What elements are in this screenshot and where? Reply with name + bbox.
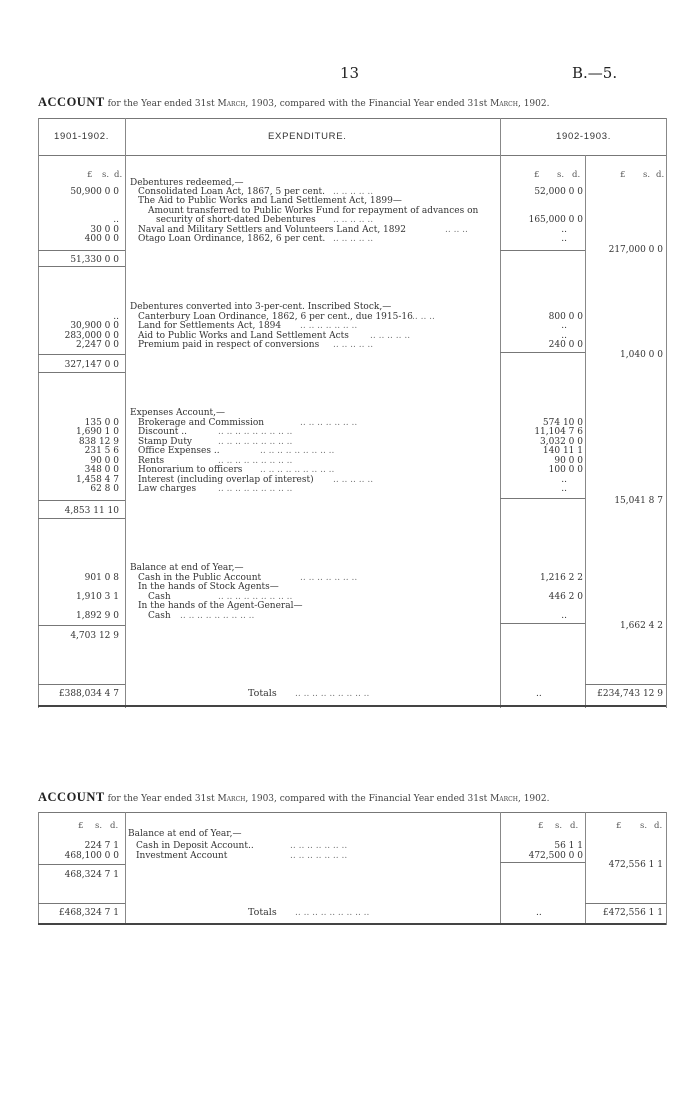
row-label: Discount .. <box>138 427 187 437</box>
curr-amount: 52,000 0 0 <box>534 187 583 197</box>
account-label: ACCOUNT <box>38 95 105 109</box>
leader-dots: .. .. .. .. .. .. .. .. .. <box>295 908 370 918</box>
prev-amount: .. <box>113 312 119 322</box>
row-label: Canterbury Loan Ordinance, 1862, 6 per cent., due 1915-16 <box>138 312 413 322</box>
leader-dots: .. .. .. .. .. .. .. .. .. <box>260 465 335 475</box>
row-label: Consolidated Loan Act, 1867, 5 per cent. <box>138 187 325 197</box>
prev-amount: 30,900 0 0 <box>70 321 119 331</box>
leader-dots: .. .. .. <box>445 225 468 235</box>
header-curr-year: 1902-1903. <box>556 131 612 142</box>
leader-dots: .. .. .. .. .. <box>333 340 374 350</box>
leader-dots: .. .. .. .. .. .. .. <box>300 418 358 428</box>
row-label: Investment Account <box>136 851 228 861</box>
row-label: Amount transferred to Public Works Fund for repayment of advances on <box>148 206 479 216</box>
prev-subtotal: 4,703 12 9 <box>70 631 119 641</box>
curr-amount: .. <box>561 321 567 331</box>
prev-amount: 1,690 1 0 <box>76 427 119 437</box>
row-label: Cash <box>148 592 171 602</box>
row-label: Cash in the Public Account <box>138 573 262 583</box>
leader-dots: .. .. .. .. .. .. .. .. .. <box>218 427 293 437</box>
prev-amount: 1,910 3 1 <box>76 592 119 602</box>
prev-amount: .. <box>113 215 119 225</box>
row-label: Rents <box>138 456 165 466</box>
prev-amount: 2,247 0 0 <box>76 340 119 350</box>
row-label: Aid to Public Works and Land Settlement Acts <box>138 331 349 341</box>
curr-amount: 165,000 0 0 <box>528 215 583 225</box>
section-heading: Balance at end of Year,— <box>128 829 242 839</box>
leader-dots: .. .. .. .. .. .. .. .. .. <box>218 484 293 494</box>
leader-dots: .. .. .. .. .. <box>333 215 374 225</box>
prev-amount: 348 0 0 <box>84 465 119 475</box>
row-label: Office Expenses .. <box>138 446 220 456</box>
prev-total: £468,324 7 1 <box>58 908 119 918</box>
curr-amount: .. <box>561 225 567 235</box>
curr-amount: .. <box>561 484 567 494</box>
curr-subtotal: 217,000 0 0 <box>608 245 663 255</box>
curr-amount: 100 0 0 <box>548 465 583 475</box>
prev-amount: 838 12 9 <box>78 437 119 447</box>
totals-label: Totals <box>248 907 277 918</box>
curr-amount: 11,104 7 6 <box>534 427 583 437</box>
curr-amount: 3,032 0 0 <box>540 437 583 447</box>
curr-amount: .. <box>561 234 567 244</box>
curr-amount: 240 0 0 <box>548 340 583 350</box>
leader-dots: .. .. .. .. .. <box>370 331 411 341</box>
curr-amount: 140 11 1 <box>542 446 583 456</box>
row-label: Honorarium to officers <box>138 465 243 475</box>
prev-amount: 90 0 0 <box>90 456 119 466</box>
curr-subtotal: 15,041 8 7 <box>614 496 663 506</box>
curr-amount: 800 0 0 <box>548 312 583 322</box>
curr-amount: 1,216 2 2 <box>540 573 583 583</box>
row-label: security of short-dated Debentures <box>156 215 316 225</box>
leader-dots: .. .. .. .. .. .. .. .. .. <box>295 689 370 699</box>
account-title: ACCOUNT for the Year ended 31st March, 1903, compared with the Financial Year ended 31st March, 1902. <box>38 790 550 804</box>
curr-subtotal: 1,662 4 2 <box>620 621 663 631</box>
prev-amount: 468,100 0 0 <box>64 851 119 861</box>
curr-amount: .. <box>561 475 567 485</box>
curr-total: £472,556 1 1 <box>602 908 663 918</box>
row-label: Land for Settlements Act, 1894 <box>138 321 282 331</box>
prev-subtotal: 51,330 0 0 <box>70 255 119 265</box>
row-label: In the hands of Stock Agents— <box>138 582 279 592</box>
document-code: B.—5. <box>572 64 618 82</box>
leader-dots: .. .. .. .. .. <box>333 187 374 197</box>
row-label: Otago Loan Ordinance, 1862, 6 per cent. <box>138 234 326 244</box>
leader-dots: .. .. .. .. .. .. .. .. .. <box>260 446 335 456</box>
curr-total: £234,743 12 9 <box>597 689 663 699</box>
row-label: Interest (including overlap of interest) <box>138 475 314 485</box>
leader-dots: .. .. .. .. .. <box>333 234 374 244</box>
account-title: ACCOUNT for the Year ended 31st March, 1903, compared with the Financial Year ended 31st March, 1902. <box>38 95 550 109</box>
mid-total: .. <box>536 689 542 699</box>
prev-amount: 901 0 8 <box>84 573 119 583</box>
leader-dots: .. .. .. .. .. .. .. <box>290 851 348 861</box>
row-label: The Aid to Public Works and Land Settlement Act, 1899— <box>138 196 402 206</box>
curr-amount: .. <box>561 611 567 621</box>
curr-amount: 472,500 0 0 <box>528 851 583 861</box>
row-label: Cash in Deposit Account.. <box>136 841 254 851</box>
prev-amount: 1,892 9 0 <box>76 611 119 621</box>
prev-amount: 400 0 0 <box>84 234 119 244</box>
curr-amount: 574 10 0 <box>542 418 583 428</box>
curr-amount: 90 0 0 <box>554 456 583 466</box>
section-heading: Expenses Account,— <box>130 408 226 418</box>
prev-amount: 135 0 0 <box>84 418 119 428</box>
leader-dots: .. .. .. .. .. .. .. <box>290 841 348 851</box>
section-heading: Debentures converted into 3-per-cent. Inscribed Stock,— <box>130 302 392 312</box>
prev-amount: 231 5 6 <box>84 446 119 456</box>
leader-dots: .. .. .. .. .. <box>333 475 374 485</box>
prev-amount: 62 8 0 <box>90 484 119 494</box>
leader-dots: .. .. .. .. .. .. .. .. .. <box>218 456 293 466</box>
mid-total: .. <box>536 908 542 918</box>
leader-dots: .. .. .. <box>412 312 435 322</box>
leader-dots: .. .. .. .. .. .. .. .. .. <box>218 592 293 602</box>
curr-subtotal: 472,556 1 1 <box>608 860 663 870</box>
prev-amount: 50,900 0 0 <box>70 187 119 197</box>
row-label: Premium paid in respect of conversions <box>138 340 320 350</box>
row-label: Law charges <box>138 484 197 494</box>
row-label: Brokerage and Commission <box>138 418 265 428</box>
prev-subtotal: 468,324 7 1 <box>64 870 119 880</box>
curr-subtotal: 1,040 0 0 <box>620 350 663 360</box>
row-label: Cash <box>148 611 171 621</box>
leader-dots: .. .. .. .. .. .. .. .. .. <box>218 437 293 447</box>
prev-subtotal: 327,147 0 0 <box>64 360 119 370</box>
curr-amount: 446 2 0 <box>548 592 583 602</box>
row-label: In the hands of the Agent-General— <box>138 601 303 611</box>
prev-amount: 224 7 1 <box>84 841 119 851</box>
prev-subtotal: 4,853 11 10 <box>64 506 119 516</box>
totals-label: Totals <box>248 688 277 699</box>
row-label: Stamp Duty <box>138 437 193 447</box>
section-heading: Balance at end of Year,— <box>130 563 244 573</box>
leader-dots: .. .. .. .. .. .. .. .. .. <box>180 611 255 621</box>
header-prev-year: 1901-1902. <box>54 131 110 142</box>
row-label: Naval and Military Settlers and Volunteers Land Act, 1892 <box>138 225 406 235</box>
prev-amount: 283,000 0 0 <box>64 331 119 341</box>
prev-amount: 1,458 4 7 <box>76 475 119 485</box>
page-number: 13 <box>340 64 360 82</box>
leader-dots: .. .. .. .. .. .. .. <box>300 573 358 583</box>
prev-total: £388,034 4 7 <box>58 689 119 699</box>
section-heading: Debentures redeemed,— <box>130 178 244 188</box>
curr-amount: 56 1 1 <box>554 841 583 851</box>
account-label: ACCOUNT <box>38 790 105 804</box>
prev-amount: 30 0 0 <box>90 225 119 235</box>
header-expenditure: EXPENDITURE. <box>268 131 347 142</box>
leader-dots: .. .. .. .. .. .. .. <box>300 321 358 331</box>
curr-amount: .. <box>561 331 567 341</box>
